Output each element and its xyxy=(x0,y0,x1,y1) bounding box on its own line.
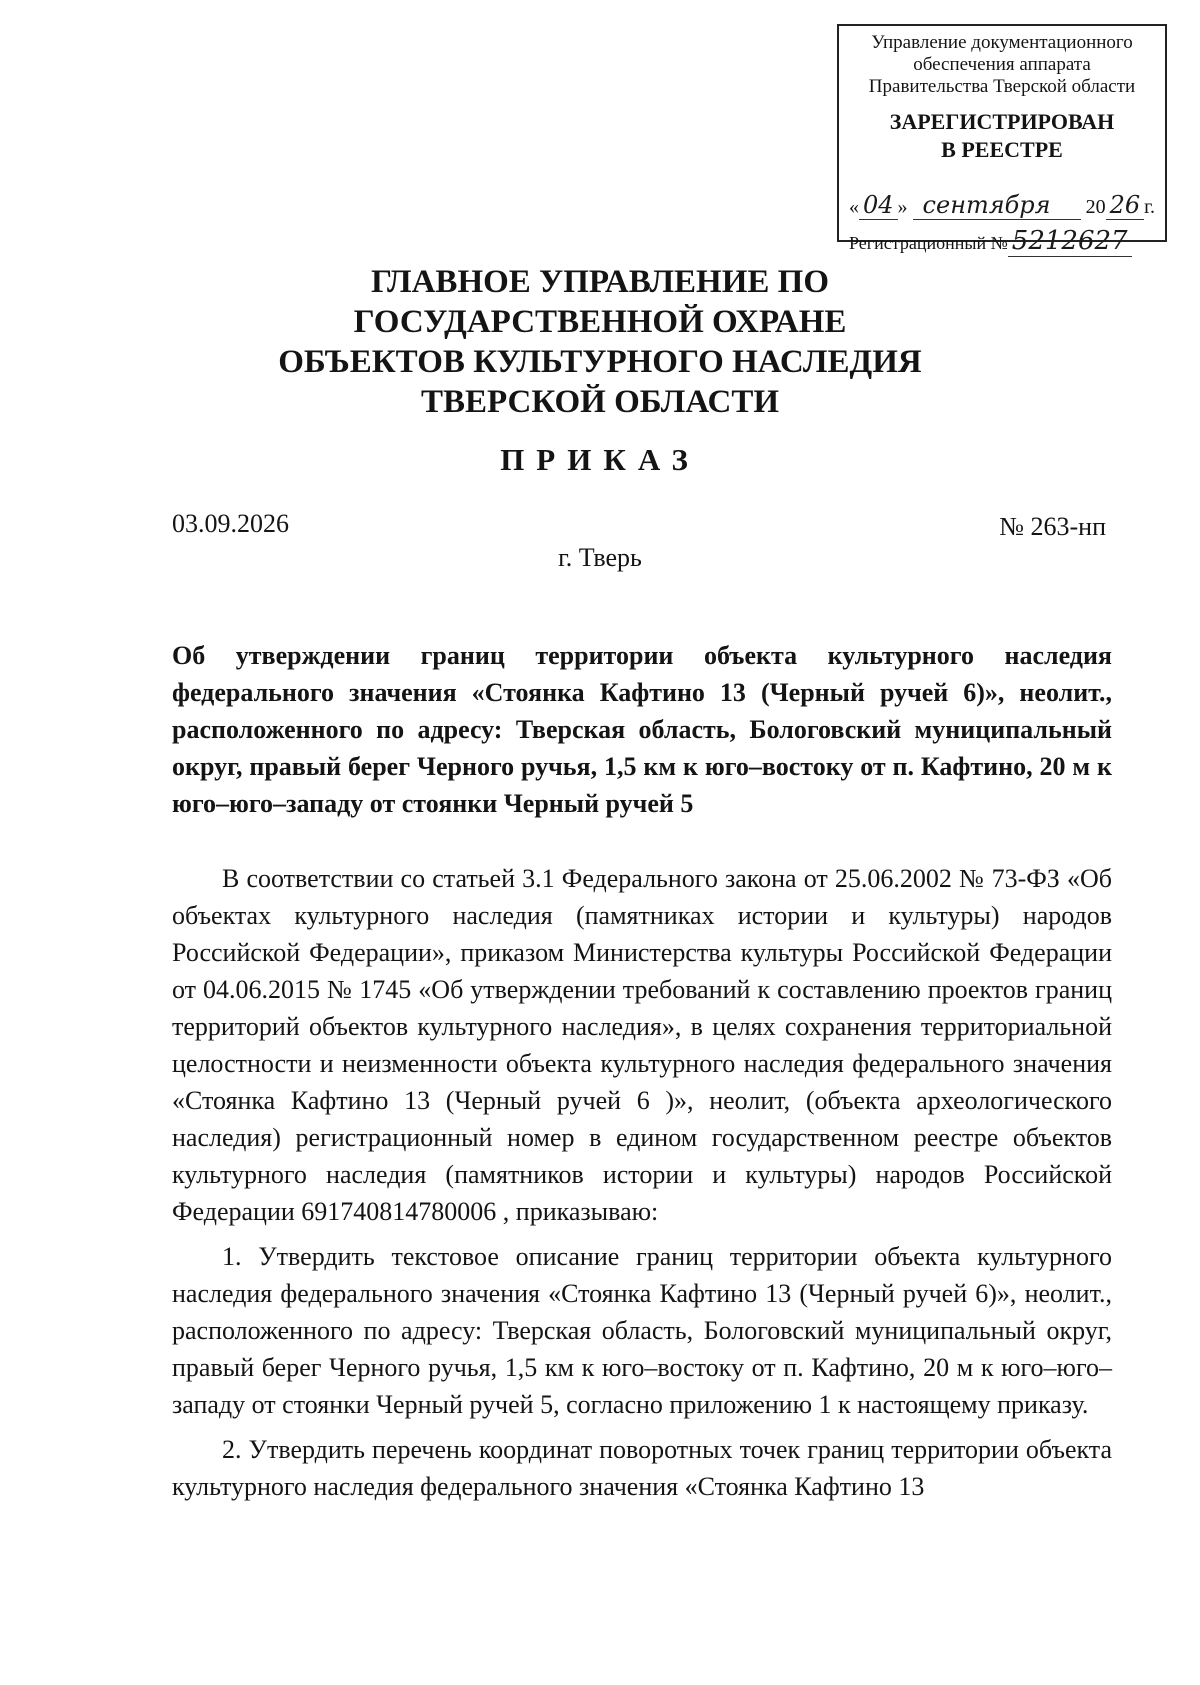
stamp-date xyxy=(849,191,1159,219)
stamp-org-line: Управление документационного xyxy=(871,32,1133,53)
stamp-date-day: 04 xyxy=(859,191,898,220)
stamp-date-year: 26 xyxy=(1106,191,1145,220)
document-date: 03.09.2026 xyxy=(172,509,289,538)
body-paragraph: 1. Утвердить текстовое описание границ территории объекта культурного наследия федерального значения «Стоянка Кафтино 13 (Черный ручей 6)», неолит., расположенного по адресу: Тверская область, Бологовский муниципальный округ, правый берег Черного ручья, 1,5 км к юго–востоку от п. Кафтино, 20 м к юго–юго–западу от стоянки Черный ручей 5, согласно приложению 1 к настоящему приказу. xyxy=(172,1242,1112,1419)
stamp-date-open: « xyxy=(849,196,859,218)
authority-line: ГЛАВНОЕ УПРАВЛЕНИЕ ПО xyxy=(371,264,829,300)
stamp-reg-number xyxy=(849,226,1159,256)
stamp-registered-line: В РЕЕСТРЕ xyxy=(941,137,1063,162)
stamp-date-month: сентября xyxy=(913,191,1081,220)
stamp-organization xyxy=(839,32,1165,98)
stamp-org-line: обеспечения аппарата xyxy=(913,54,1091,75)
document-subject: Об утверждении границ территории объекта культурного наследия федерального значения «Стоянка Кафтино 13 (Черный ручей 6)», неолит., расположенного по адресу: Тверская область, Бологовский муниципальный округ, правый берег Черного ручья, 1,5 км к юго–востоку от п. Кафтино, 20 м к юго–юго–западу от стоянки Черный ручей 5 xyxy=(172,641,1112,818)
document-number: № 263-нп xyxy=(999,512,1106,541)
stamp-date-year-prefix: 20 xyxy=(1085,196,1106,218)
stamp-org-line: Правительства Тверской области xyxy=(868,76,1136,97)
stamp-reg-label: Регистрационный № xyxy=(849,233,1008,253)
body-paragraph: 2. Утвердить перечень координат поворотных точек границ территории объекта культурного наследия федерального значения «Стоянка Кафтино 13 xyxy=(172,1435,1112,1501)
stamp-registered-line: ЗАРЕГИСТРИРОВАН xyxy=(889,109,1115,134)
stamp-date-suffix: г. xyxy=(1144,196,1156,218)
authority-line: ГОСУДАРСТВЕННОЙ ОХРАНЕ xyxy=(353,304,847,340)
stamp-date-mid: » xyxy=(897,196,908,218)
authority-line: ТВЕРСКОЙ ОБЛАСТИ xyxy=(420,384,780,420)
stamp-reg-number-value: 5212627 xyxy=(1008,226,1132,257)
registration-stamp xyxy=(837,24,1167,256)
document-body xyxy=(172,860,1112,1505)
document-type: ПРИКАЗ xyxy=(500,442,700,477)
body-paragraph: В соответствии со статьей 3.1 Федерального закона от 25.06.2002 № 73-ФЗ «Об объектах культурного наследия (памятниках истории и культуры) народов Российской Федерации», приказом Министерства культуры Российской Федерации от 04.06.2015 № 1745 «Об утверждении требований к составлению проектов границ территорий объектов культурного наследия», в целях сохранения территориальной целостности и неизменности объекта культурного наследия федерального значения «Стоянка Кафтино 13 (Черный ручей 6 )», неолит, (объекта археологического наследия) регистрационный номер в едином государственном реестре объектов культурного наследия (памятников истории и культуры) народов Российской Федерации 691740814780006 , приказываю: xyxy=(172,864,1112,1226)
authority-name xyxy=(200,262,1000,422)
document-city: г. Тверь xyxy=(558,543,642,572)
stamp-registered xyxy=(839,108,1165,164)
authority-line: ОБЪЕКТОВ КУЛЬТУРНОГО НАСЛЕДИЯ xyxy=(278,344,922,380)
